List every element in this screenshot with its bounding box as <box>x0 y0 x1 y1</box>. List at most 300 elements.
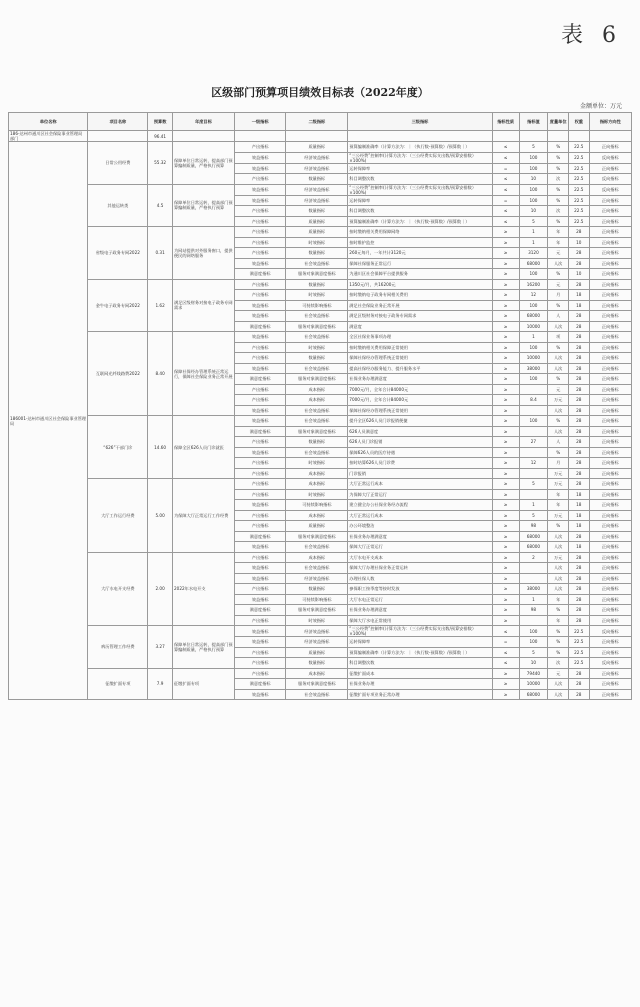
unit-cell: 年 <box>548 227 569 238</box>
budget-amount-cell: 0.31 <box>148 227 173 280</box>
indicator-value-cell: 68000 <box>519 311 548 322</box>
indicator-value-cell: 100 <box>519 152 548 163</box>
direction-cell: 正向指标 <box>589 416 631 427</box>
indicator-nature-cell: ≥ <box>492 615 519 626</box>
unit-cell: 万元 <box>548 479 569 490</box>
weight-cell: 28 <box>569 405 590 416</box>
unit-cell: % <box>548 300 569 311</box>
column-header: 年度目标 <box>172 113 234 131</box>
weight-cell: 28 <box>569 342 590 353</box>
indicator-value-cell <box>519 384 548 395</box>
level1-indicator-cell: 效益指标 <box>234 152 286 163</box>
indicator-value-cell: 100 <box>519 637 548 648</box>
weight-cell: 18 <box>569 500 590 511</box>
weight-cell: 28 <box>569 258 590 269</box>
level3-indicator-cell: 征缴扩面成本 <box>348 668 492 679</box>
unit-cell: 人次 <box>548 363 569 374</box>
direction-cell: 正向指标 <box>589 468 631 479</box>
level2-indicator-cell: 可持续影响指标 <box>286 500 348 511</box>
level1-indicator-cell: 满意度指标 <box>234 269 286 280</box>
indicator-nature-cell: ≥ <box>492 384 519 395</box>
indicator-row <box>9 416 632 427</box>
indicator-value-cell: 8.4 <box>519 395 548 406</box>
indicator-nature-cell: ≤ <box>492 142 519 153</box>
level3-indicator-cell: 社保业务办理满意度 <box>348 374 492 385</box>
level2-indicator-cell: 数量指标 <box>286 279 348 290</box>
indicator-nature-cell: ≥ <box>492 584 519 595</box>
level1-indicator-cell: 效益指标 <box>234 405 286 416</box>
direction-cell: 正向指标 <box>589 615 631 626</box>
indicator-value-cell <box>519 447 548 458</box>
indicator-nature-cell: ≤ <box>492 658 519 669</box>
level1-indicator-cell: 产出指标 <box>234 584 286 595</box>
unit-cell: 人次 <box>548 353 569 364</box>
indicator-nature-cell: ≥ <box>492 542 519 553</box>
weight-cell: 22.5 <box>569 195 590 206</box>
direction-cell: 正向指标 <box>589 321 631 332</box>
direction-cell: 正向指标 <box>589 426 631 437</box>
level3-indicator-cell: 保障社保服务正常运行 <box>348 258 492 269</box>
indicator-value-cell: 5 <box>519 510 548 521</box>
indicator-nature-cell: = <box>492 163 519 174</box>
level3-indicator-cell: 满足区级财务对接电子政务专网需求 <box>348 311 492 322</box>
indicator-nature-cell: ≥ <box>492 468 519 479</box>
level3-indicator-cell: 社保业务办理满意度 <box>348 531 492 542</box>
budget-amount-cell: 8.40 <box>148 332 173 416</box>
unit-cell: 年 <box>548 500 569 511</box>
indicator-nature-cell: ≥ <box>492 227 519 238</box>
level2-indicator-cell: 时效指标 <box>286 342 348 353</box>
indicator-nature-cell: ≤ <box>492 216 519 227</box>
indicator-nature-cell: ≤ <box>492 152 519 163</box>
weight-cell: 28 <box>569 689 590 700</box>
direction-cell: 正向指标 <box>589 258 631 269</box>
unit-cell: 人次 <box>548 405 569 416</box>
column-header: 指标性质 <box>492 113 519 131</box>
indicator-row <box>9 142 632 153</box>
weight-cell: 28 <box>569 332 590 343</box>
level3-indicator-cell: 大厅水电开支成本 <box>348 552 492 563</box>
level3-indicator-cell: 办公环境整洁 <box>348 521 492 532</box>
indicator-nature-cell: = <box>492 637 519 648</box>
level3-indicator-cell: 为保障大厅正常运行 <box>348 489 492 500</box>
indicator-value-cell: 98 <box>519 605 548 616</box>
budget-amount-cell: 55.32 <box>148 142 173 185</box>
level2-indicator-cell: 服务对象满意度指标 <box>286 605 348 616</box>
level3-indicator-cell: 保障大厅水电正常使用 <box>348 615 492 626</box>
level2-indicator-cell: 服务对象满意度指标 <box>286 426 348 437</box>
level3-indicator-cell: 办理社保人数 <box>348 573 492 584</box>
direction-cell: 正向指标 <box>589 195 631 206</box>
indicator-value-cell: 38000 <box>519 584 548 595</box>
unit-cell: % <box>548 163 569 174</box>
column-header: 预算数 <box>148 113 173 131</box>
indicator-nature-cell: ≤ <box>492 647 519 658</box>
direction-cell: 正向指标 <box>589 679 631 690</box>
project-name-cell: 日常公用经费 <box>88 142 148 185</box>
amount-unit-note: 金额单位：万元 <box>579 103 622 110</box>
level1-indicator-cell: 产出指标 <box>234 216 286 227</box>
unit-cell: % <box>548 152 569 163</box>
indicator-nature-cell: ≥ <box>492 437 519 448</box>
level3-indicator-cell: 大厅正常运行成本 <box>348 510 492 521</box>
level2-indicator-cell: 服务对象满意度指标 <box>286 531 348 542</box>
level3-indicator-cell: 满足社会保险业务正常开展 <box>348 300 492 311</box>
indicator-value-cell: 10000 <box>519 679 548 690</box>
level3-indicator-cell: 预算编制准确率（计算方法为：｜（执行数-预算数）/预算数｜） <box>348 142 492 153</box>
unit-cell: 人 <box>548 437 569 448</box>
level3-indicator-cell: 门诊报销 <box>348 468 492 479</box>
level1-indicator-cell: 产出指标 <box>234 458 286 469</box>
budget-amount-cell: 7.9 <box>148 668 173 700</box>
indicator-nature-cell: ≥ <box>492 342 519 353</box>
level3-indicator-cell: “三公经费”控制率(计算方法为：（三公经费实际支出数/预算安排数）×100%) <box>348 152 492 163</box>
indicator-value-cell: 100 <box>519 342 548 353</box>
weight-cell: 18 <box>569 542 590 553</box>
direction-cell: 正向指标 <box>589 637 631 648</box>
indicator-value-cell: 100 <box>519 626 548 637</box>
unit-cell: 人 <box>548 311 569 322</box>
level2-indicator-cell: 经济效益指标 <box>286 163 348 174</box>
indicator-nature-cell: ≥ <box>492 248 519 259</box>
unit-cell: 人次 <box>548 258 569 269</box>
unit-cell: 万元 <box>548 552 569 563</box>
level1-indicator-cell: 产出指标 <box>234 142 286 153</box>
level3-indicator-cell: 征缴扩面专项业务正常办理 <box>348 689 492 700</box>
level2-indicator-cell: 社会效益指标 <box>286 363 348 374</box>
level1-indicator-cell: 效益指标 <box>234 311 286 322</box>
indicator-value-cell <box>519 489 548 500</box>
indicator-value-cell <box>519 615 548 626</box>
direction-cell: 正向指标 <box>589 573 631 584</box>
level3-indicator-cell: 626人员门诊报销 <box>348 437 492 448</box>
level2-indicator-cell: 数量指标 <box>286 437 348 448</box>
indicator-value-cell: 10000 <box>519 321 548 332</box>
column-header: 指标值 <box>519 113 548 131</box>
project-name-cell: “626”干部门诊 <box>88 416 148 479</box>
level1-indicator-cell: 产出指标 <box>234 248 286 259</box>
weight-cell: 28 <box>569 668 590 679</box>
level1-indicator-cell: 产出指标 <box>234 489 286 500</box>
direction-cell: 正向指标 <box>589 437 631 448</box>
indicator-value-cell: 100 <box>519 300 548 311</box>
indicator-nature-cell: ≥ <box>492 605 519 616</box>
column-header: 单位名称 <box>9 113 88 131</box>
level3-indicator-cell: 1350元/月，共16200元 <box>348 279 492 290</box>
indicator-value-cell: 5 <box>519 142 548 153</box>
level1-indicator-cell: 产出指标 <box>234 437 286 448</box>
indicator-row <box>9 279 632 290</box>
indicator-nature-cell: ≥ <box>492 521 519 532</box>
empty-cell <box>589 131 631 142</box>
weight-cell: 28 <box>569 563 590 574</box>
unit-cell: % <box>548 142 569 153</box>
level1-indicator-cell: 产出指标 <box>234 647 286 658</box>
empty-cell <box>492 131 519 142</box>
level2-indicator-cell: 质量指标 <box>286 216 348 227</box>
level3-indicator-cell: 科目调整次数 <box>348 174 492 185</box>
level3-indicator-cell: 260元每月，一年共计3120元 <box>348 248 492 259</box>
level2-indicator-cell: 时效指标 <box>286 489 348 500</box>
direction-cell: 正向指标 <box>589 647 631 658</box>
direction-cell: 正向指标 <box>589 479 631 490</box>
direction-cell: 反向指标 <box>589 174 631 185</box>
level1-indicator-cell: 效益指标 <box>234 594 286 605</box>
level3-indicator-cell: 社保业务办理 <box>348 679 492 690</box>
level2-indicator-cell: 质量指标 <box>286 521 348 532</box>
weight-cell: 28 <box>569 447 590 458</box>
unit-cell: % <box>548 216 569 227</box>
level2-indicator-cell: 成本指标 <box>286 510 348 521</box>
unit-cell: 元 <box>548 279 569 290</box>
indicator-value-cell: 27 <box>519 437 548 448</box>
indicator-value-cell: 79440 <box>519 668 548 679</box>
level1-indicator-cell: 产出指标 <box>234 552 286 563</box>
level1-indicator-cell: 效益指标 <box>234 416 286 427</box>
level3-indicator-cell: 保障社保经办管理系统正常使用 <box>348 405 492 416</box>
weight-cell: 22.5 <box>569 626 590 637</box>
level3-indicator-cell: 预算编制准确率（计算方法为：｜（执行数-预算数）/预算数｜） <box>348 647 492 658</box>
unit-cell: % <box>548 521 569 532</box>
column-header: 项目名称 <box>88 113 148 131</box>
level2-indicator-cell: 可持续影响指标 <box>286 300 348 311</box>
level1-indicator-cell: 效益指标 <box>234 184 286 195</box>
indicator-value-cell: 5 <box>519 479 548 490</box>
level3-indicator-cell: 运转保障率 <box>348 163 492 174</box>
empty-cell <box>348 131 492 142</box>
indicator-nature-cell: ≥ <box>492 594 519 605</box>
level1-indicator-cell: 效益指标 <box>234 573 286 584</box>
level3-indicator-cell: 建立健全办公社保业务经办流程 <box>348 500 492 511</box>
level2-indicator-cell: 数量指标 <box>286 174 348 185</box>
level2-indicator-cell: 经济效益指标 <box>286 637 348 648</box>
direction-cell: 反向指标 <box>589 658 631 669</box>
unit-cell: % <box>548 416 569 427</box>
unit-cell: 人次 <box>548 679 569 690</box>
weight-cell: 22.5 <box>569 647 590 658</box>
unit-cell: 月 <box>548 458 569 469</box>
level1-indicator-cell: 产出指标 <box>234 510 286 521</box>
level2-indicator-cell: 服务对象满意度指标 <box>286 269 348 280</box>
indicator-value-cell: 100 <box>519 416 548 427</box>
unit-cell: 人次 <box>548 321 569 332</box>
level2-indicator-cell: 时效指标 <box>286 615 348 626</box>
budget-amount-cell: 2.00 <box>148 552 173 626</box>
budget-amount-cell: 3.27 <box>148 626 173 669</box>
indicator-nature-cell: ≥ <box>492 416 519 427</box>
level2-indicator-cell: 数量指标 <box>286 584 348 595</box>
performance-goals-table <box>8 112 632 700</box>
weight-cell: 22.5 <box>569 163 590 174</box>
column-header: 指标方向性 <box>589 113 631 131</box>
annual-goal-cell: 保障社保经办管理系统正常运行，保障社会保险业务正常开展 <box>172 332 234 416</box>
level2-indicator-cell: 社会效益指标 <box>286 405 348 416</box>
indicator-row <box>9 479 632 490</box>
level2-indicator-cell: 成本指标 <box>286 395 348 406</box>
level3-indicator-cell: “三公经费”控制率(计算方法为：（三公经费实际支出数/预算安排数）×100%) <box>348 184 492 195</box>
weight-cell: 18 <box>569 300 590 311</box>
performance-table-container <box>8 112 632 700</box>
indicator-value-cell: 10000 <box>519 353 548 364</box>
direction-cell: 正向指标 <box>589 689 631 700</box>
direction-cell: 正向指标 <box>589 311 631 322</box>
direction-cell: 反向指标 <box>589 152 631 163</box>
level2-indicator-cell: 时效指标 <box>286 458 348 469</box>
level2-indicator-cell: 社会效益指标 <box>286 332 348 343</box>
indicator-nature-cell: ≥ <box>492 500 519 511</box>
direction-cell: 正向指标 <box>589 269 631 280</box>
unit-cell: 人次 <box>548 573 569 584</box>
indicator-value-cell: 10 <box>519 206 548 217</box>
column-header: 一级指标 <box>234 113 286 131</box>
indicator-value-cell: 1 <box>519 594 548 605</box>
direction-cell: 反向指标 <box>589 626 631 637</box>
project-name-cell <box>88 131 148 142</box>
empty-cell <box>519 131 548 142</box>
indicator-nature-cell: ≥ <box>492 458 519 469</box>
weight-cell: 28 <box>569 363 590 374</box>
indicator-nature-cell: ≥ <box>492 405 519 416</box>
annual-goal-cell: 为保障大厅正常运行工作经费 <box>172 479 234 553</box>
indicator-nature-cell: ≥ <box>492 258 519 269</box>
indicator-row <box>9 626 632 637</box>
level2-indicator-cell: 经济效益指标 <box>286 152 348 163</box>
level2-indicator-cell: 质量指标 <box>286 227 348 238</box>
weight-cell: 28 <box>569 573 590 584</box>
unit-cell: 人次 <box>548 542 569 553</box>
unit-cell: 人次 <box>548 584 569 595</box>
department-summary-row <box>9 131 632 142</box>
unit-cell: % <box>548 374 569 385</box>
level2-indicator-cell: 成本指标 <box>286 468 348 479</box>
level2-indicator-cell: 经济效益指标 <box>286 184 348 195</box>
indicator-value-cell: 68000 <box>519 258 548 269</box>
unit-cell: 人次 <box>548 531 569 542</box>
indicator-value-cell: 3120 <box>519 248 548 259</box>
level3-indicator-cell: 预算编制准确率（计算方法为：｜（执行数-预算数）/预算数｜） <box>348 216 492 227</box>
indicator-value-cell: 1 <box>519 500 548 511</box>
indicator-value-cell: 100 <box>519 374 548 385</box>
indicator-value-cell: 10 <box>519 174 548 185</box>
indicator-value-cell: 100 <box>519 184 548 195</box>
level1-indicator-cell: 产出指标 <box>234 468 286 479</box>
level1-indicator-cell: 效益指标 <box>234 195 286 206</box>
level1-indicator-cell: 产出指标 <box>234 237 286 248</box>
level3-indicator-cell: “三公经费”控制率(计算方法为：（三公经费实际支出数/预算安排数）×100%) <box>348 626 492 637</box>
indicator-nature-cell: = <box>492 195 519 206</box>
budget-amount-cell: 14.60 <box>148 416 173 479</box>
level3-indicator-cell: 保障大厅办理社保业务正常运转 <box>348 563 492 574</box>
unit-cell: % <box>548 269 569 280</box>
level2-indicator-cell: 时效指标 <box>286 290 348 301</box>
direction-cell: 正向指标 <box>589 363 631 374</box>
level2-indicator-cell: 质量指标 <box>286 142 348 153</box>
unit-cell: 年 <box>548 594 569 605</box>
unit-cell: 月 <box>548 290 569 301</box>
level1-indicator-cell: 效益指标 <box>234 300 286 311</box>
level2-indicator-cell: 可持续影响指标 <box>286 594 348 605</box>
project-name-cell: 金牛电子政务专网2022 <box>88 279 148 332</box>
indicator-nature-cell: ≥ <box>492 300 519 311</box>
indicator-value-cell <box>519 468 548 479</box>
level1-indicator-cell: 产出指标 <box>234 174 286 185</box>
indicator-value-cell: 68000 <box>519 689 548 700</box>
budget-amount-cell: 96.41 <box>148 131 173 142</box>
indicator-value-cell: 68000 <box>519 531 548 542</box>
level2-indicator-cell: 社会效益指标 <box>286 689 348 700</box>
unit-cell: 年 <box>548 237 569 248</box>
direction-cell: 正向指标 <box>589 552 631 563</box>
weight-cell: 28 <box>569 248 590 259</box>
direction-cell: 正向指标 <box>589 668 631 679</box>
indicator-value-cell: 100 <box>519 195 548 206</box>
indicator-value-cell: 5 <box>519 647 548 658</box>
weight-cell: 28 <box>569 605 590 616</box>
level3-indicator-cell: 科目调整次数 <box>348 206 492 217</box>
level3-indicator-cell: 全区社保业务事项办理 <box>348 332 492 343</box>
unit-cell: % <box>548 647 569 658</box>
indicator-nature-cell: ≥ <box>492 531 519 542</box>
level2-indicator-cell: 社会效益指标 <box>286 447 348 458</box>
column-header: 度量单位 <box>548 113 569 131</box>
unit-cell: 元 <box>548 668 569 679</box>
annual-goal-cell: 保障单位日常运转，提高部门预算编制质量，严格执行预算 <box>172 142 234 185</box>
indicator-value-cell: 12 <box>519 290 548 301</box>
level3-indicator-cell: 提高社保经办服务能力、提升服务水平 <box>348 363 492 374</box>
weight-cell: 28 <box>569 531 590 542</box>
level3-indicator-cell: 按时缴纳相关费用保障正常使用 <box>348 342 492 353</box>
weight-cell: 28 <box>569 552 590 563</box>
weight-cell: 28 <box>569 416 590 427</box>
level1-indicator-cell: 满意度指标 <box>234 321 286 332</box>
weight-cell: 28 <box>569 594 590 605</box>
direction-cell: 正向指标 <box>589 290 631 301</box>
unit-cell: 元 <box>548 384 569 395</box>
direction-cell: 正向指标 <box>589 374 631 385</box>
direction-cell: 正向指标 <box>589 489 631 500</box>
unit-cell: % <box>548 637 569 648</box>
level2-indicator-cell: 社会效益指标 <box>286 416 348 427</box>
indicator-nature-cell: ≤ <box>492 184 519 195</box>
annual-goal-cell: 保障单位日常运转，提高部门预算编制质量，严格执行预算 <box>172 626 234 669</box>
weight-cell: 28 <box>569 311 590 322</box>
indicator-nature-cell: ≥ <box>492 668 519 679</box>
level2-indicator-cell: 服务对象满意度指标 <box>286 321 348 332</box>
project-name-cell: 大厅水电开支经费 <box>88 552 148 626</box>
project-name-cell: 互联网光纤线路费2022 <box>88 332 148 416</box>
level3-indicator-cell: 提升全区626人员门诊报销便捷 <box>348 416 492 427</box>
indicator-nature-cell: ≥ <box>492 552 519 563</box>
direction-cell: 正向指标 <box>589 510 631 521</box>
direction-cell: 正向指标 <box>589 216 631 227</box>
direction-cell: 正向指标 <box>589 500 631 511</box>
indicator-value-cell <box>519 405 548 416</box>
indicator-nature-cell: ≥ <box>492 363 519 374</box>
indicator-nature-cell: ≥ <box>492 679 519 690</box>
level2-indicator-cell: 服务对象满意度指标 <box>286 679 348 690</box>
indicator-nature-cell: ≥ <box>492 290 519 301</box>
direction-cell: 正向指标 <box>589 458 631 469</box>
level1-indicator-cell: 产出指标 <box>234 658 286 669</box>
indicator-nature-cell: ≥ <box>492 395 519 406</box>
department-name-cell: 186-达州市通川区社会保险事业管理局部门 <box>9 131 88 142</box>
level2-indicator-cell: 数量指标 <box>286 248 348 259</box>
weight-cell: 28 <box>569 395 590 406</box>
unit-cell: % <box>548 342 569 353</box>
weight-cell: 28 <box>569 458 590 469</box>
direction-cell: 正向指标 <box>589 142 631 153</box>
level2-indicator-cell: 成本指标 <box>286 479 348 490</box>
